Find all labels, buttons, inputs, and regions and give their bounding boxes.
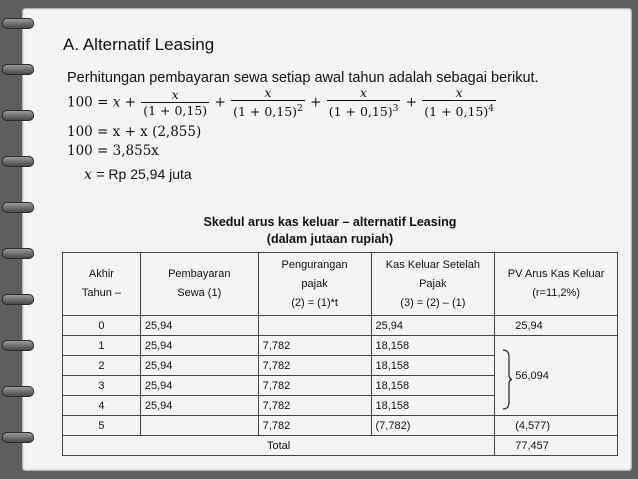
ring: [2, 64, 34, 75]
result-text: = Rp 25,94 juta: [96, 166, 192, 182]
binder-rings: [0, 18, 34, 458]
plus: +: [214, 94, 226, 111]
ring: [2, 432, 34, 443]
cash-outflow-table: [62, 252, 618, 456]
fraction-4: $\frac{x}{(1 + 0,15)^4}$: [424, 85, 494, 120]
table-total-row: Total 77,457: [63, 436, 618, 456]
caption-line1: Skedul arus kas keluar – alternatif Leasing: [203, 215, 457, 229]
ring: [2, 248, 34, 259]
table-row: 5 7,782 (7,782) (4,577): [63, 416, 618, 436]
ring: [2, 156, 34, 167]
table-row: 1 25,94 7,782 18,158 56,094: [63, 336, 618, 356]
intro-text: Perhitungan pembayaran sewa setiap awal tahun adalah sebagai berikut.: [67, 70, 539, 86]
header-tax: Pengurangan pajak (2) = (1)*t: [258, 253, 371, 316]
caption-line2: (dalam jutaan rupiah): [266, 232, 394, 246]
result-var: x: [84, 167, 92, 183]
plus: +: [310, 94, 322, 111]
ring: [2, 18, 34, 29]
pv-group-value: 56,094: [495, 336, 618, 416]
table-header-row: [63, 253, 618, 316]
header-net: Kas Keluar Setelah Pajak (3) = (2) – (1): [371, 253, 495, 316]
fraction-1: $\frac{x}{(1 + 0,15)}$: [143, 86, 208, 118]
table-row: 2 25,94 7,782 18,158: [63, 356, 618, 376]
header-payment: Pembayaran Sewa (1): [140, 253, 258, 316]
header-year: Akhir Tahun –: [63, 253, 141, 316]
eq-sign: =: [97, 94, 109, 111]
ring: [2, 340, 34, 351]
header-pv: PV Arus Kas Keluar (r=11,2%): [495, 253, 618, 316]
table-caption: [180, 214, 480, 248]
ring: [2, 386, 34, 397]
equation-step3: 100 = 3,855x: [67, 143, 159, 159]
table-row: 3 25,94 7,782 18,158: [63, 376, 618, 396]
table-row: 0 25,94 25,94 25,94: [63, 316, 618, 336]
equation-step2: 100 = x + x (2,855): [67, 124, 202, 140]
plus: +: [405, 94, 417, 111]
brace-icon: [502, 349, 512, 410]
fraction-2: $\frac{x}{(1 + 0,15)^2}$: [233, 85, 303, 120]
fraction-3: $\frac{x}{(1 + 0,15)^3}$: [328, 85, 399, 120]
equation-result: [84, 166, 192, 183]
equation-annuity: [67, 86, 497, 120]
ring: [2, 294, 34, 305]
eq-term1: x +: [112, 94, 136, 111]
eq-lhs: 100: [67, 94, 93, 111]
ring: [2, 110, 34, 121]
table-row: 4 25,94 7,782 18,158: [63, 396, 618, 416]
slide-title: A. Alternatif Leasing: [63, 35, 215, 54]
ring: [2, 202, 34, 213]
